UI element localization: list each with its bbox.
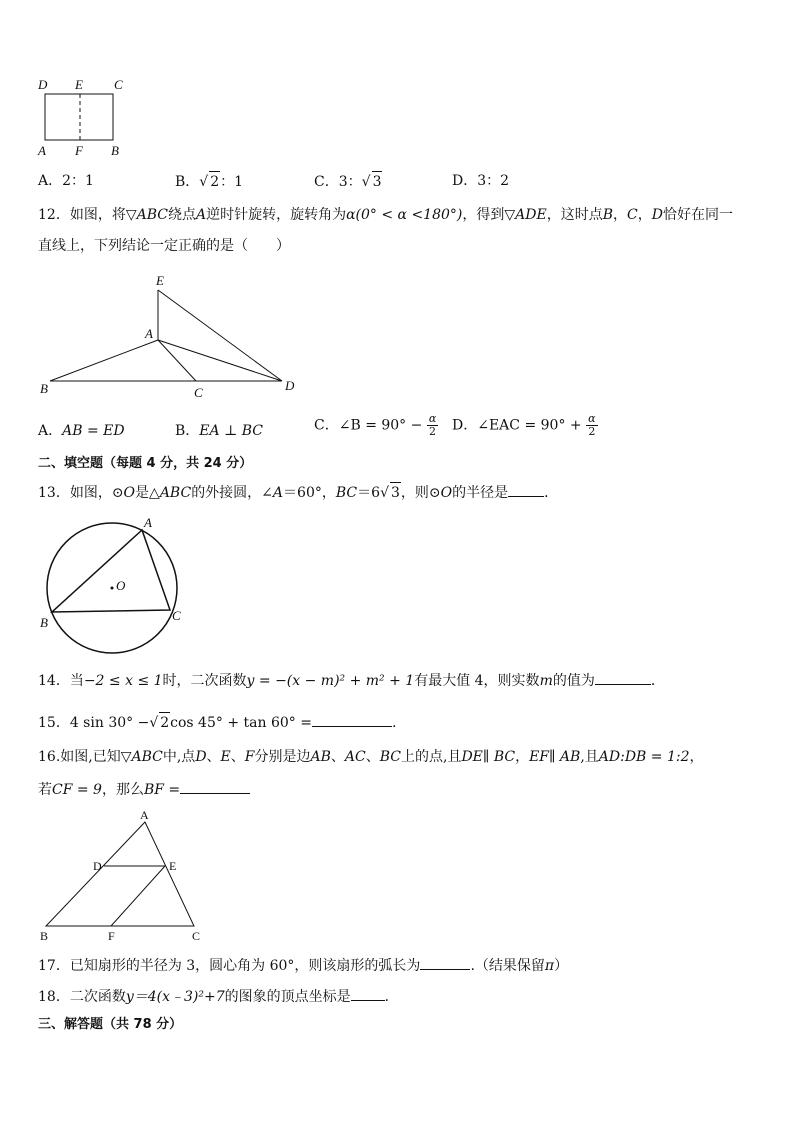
q17-text-a: 17．已知扇形的半径为 3，圆心角为 60°，则该扇形的弧长为 [38,958,421,974]
q12-point-d: D [651,207,663,223]
q18-stem [38,986,399,1007]
q18-text-a: 18．二次函数 [38,989,126,1005]
q16-cf: CF = 9 [52,782,102,798]
q12-text-d: ，得到 [462,207,505,223]
q18-text-b: 的图象的顶点坐标是 [224,989,351,1005]
q13-o-2: O [440,485,453,501]
q12-option-c-den: 2 [429,425,437,438]
q17-stem [38,955,568,976]
q11-option-c-pre: 3： [338,174,362,190]
q13-label-o: O [116,578,126,593]
q17-text-b: .（结果保留 [470,958,545,974]
q18-text-c: ． [384,989,399,1005]
q16-line1-segment: DE∥ BC [461,749,516,765]
q11-option-c-root: 3 [372,171,383,192]
q17-pi: π [544,958,555,974]
q14-text-b: 时，二次函数 [162,673,247,689]
q14-text-c: 有最大值 4，则实数 [414,673,540,689]
q12-option-a-label: A． [38,423,63,439]
q13-sqrt-sign: √ [380,485,389,501]
q14-text-a: 14．当 [38,673,84,689]
q14-condition: −2 ≤ x ≤ 1 [83,673,163,689]
q11-label-a: A [38,143,46,158]
q11-label-c: C [114,77,123,92]
q14-text-d: 的值为 [552,673,595,689]
q12-text-f: 恰好在同一 [662,207,733,223]
q11-label-d: D [38,77,48,92]
q13-text-a: 13．如图，⊙ [38,485,124,501]
q16-line1-segment: ， [689,749,704,765]
q12-triangle-abc: ▽ABC [125,207,168,223]
q14-text-e: ． [650,673,665,689]
q15-text-e: . [391,715,397,731]
q13-label-c: C [172,608,181,623]
q15-text-a: 15． [38,715,70,731]
q16-line1-segment: ， [515,749,530,765]
q16-label-d: D [93,859,102,873]
q14-function: y = −(x − m)² + m² + 1 [246,673,415,689]
q16-label-b: B [40,929,49,943]
q11-option-a-value: 2：1 [62,173,94,189]
q13-angle-a: A [272,485,284,501]
q12-option-d-den: 2 [588,425,596,438]
q16-bf: BF = [143,782,181,798]
q11-option-b-sqrt-sign: √ [199,174,209,190]
q12-stem-line2: 直线上，下列结论一定正确的是（ ） [38,238,290,254]
q12-label-e: E [156,273,164,288]
q16-text-b: ，那么 [101,782,144,798]
q16-label-f: F [108,929,115,943]
q12-label-c: C [194,385,203,400]
section-3-heading: 三、解答题（共 78 分） [38,1017,183,1032]
q16-line1-segment: F [244,749,255,765]
q11-option-b-root: 2 [209,171,220,192]
q16-line1-segment: 分别是边 [254,749,311,765]
q11-option-c-sqrt-sign: √ [361,174,371,190]
q13-label-b: B [40,615,48,630]
q12-text-e: ，这时点 [546,207,603,223]
q13-text-h: ． [544,485,559,501]
q12-label-b: B [40,381,48,396]
q16-label-c: C [192,929,201,943]
q13-text-c: 的外接圆，∠ [191,485,273,501]
q16-line1-segment: 、 [330,749,345,765]
q13-bc: BC [335,485,358,501]
q12-label-a: A [145,326,153,341]
q12-rotation-angle: α(0° < α <180°) [346,207,463,223]
q12-option-b-label: B． [175,423,200,439]
q15-expr-1: 4 sin 30° − [69,715,150,731]
q11-option-d-label: D． [452,173,478,189]
q16-line-ef [111,866,165,926]
q12-option-d-label: D． [452,417,478,434]
q11-label-b: B [111,143,119,158]
q15-root: 2 [159,712,170,733]
q16-line1-segment: 、 [230,749,245,765]
q12-text-b: 绕点 [167,207,196,223]
section-2-heading: 二、填空题（每题 4 分，共 24 分） [38,456,253,471]
q11-label-e: E [75,77,83,92]
q12-text-a: 12．如图，将 [38,207,126,223]
q12-option-c-value: ∠B = 90° − [338,417,423,434]
q16-triangle-abc [46,822,194,926]
q13-text-d: ＝60°， [283,485,336,501]
q16-line1-segment: ,且 [580,749,599,765]
q13-o-1: O [123,485,136,501]
q16-line1-segment: BC [379,749,401,765]
q16-text-a: 若 [38,782,52,798]
q17-answer-blank[interactable] [420,955,470,970]
q13-abc: ABC [159,485,192,501]
q12-option-b-value: EA ⊥ BC [199,423,263,439]
q12-sep-2: ， [637,207,652,223]
q16-label-e: E [169,859,177,873]
q13-text-e: ＝6 [357,485,381,501]
q16-line1-segment: 中,点 [162,749,196,765]
q11-label-f: F [75,143,83,158]
q12-point-c: C [627,207,638,223]
q11-option-b-label: B． [175,174,200,190]
q15-sqrt-sign: √ [149,715,159,731]
q16-line1-segment: 、 [206,749,221,765]
q12-option-d-num: α [588,412,596,425]
q12-option-c-label: C． [314,417,339,434]
q16-line1-segment: AC [344,749,366,765]
q12-sep-1: ， [613,207,627,223]
q13-root: 3 [390,482,401,503]
q16-line1-segment: EF∥ AB [529,749,581,765]
q12-option-d-value: ∠EAC = 90° + [477,417,582,434]
q16-line1-segment: AB [310,749,331,765]
q16-line1-segment: ▽ABC [120,749,163,765]
q16-line1-segment: AD:DB = 1:2 [598,749,690,765]
q15-expr-2: cos 45° + tan 60° = [170,715,312,731]
q13-label-a: A [144,515,152,530]
q13-text-b: 是△ [135,485,160,501]
q11-option-d-value: 3：2 [477,173,510,189]
q12-text-c: 逆时针旋转，旋转角为 [206,207,347,223]
q14-m: m [539,673,553,689]
q16-line1-segment: 、 [365,749,380,765]
q13-text-f: ，则⊙ [400,485,441,501]
q12-triangle-ade: ▽ADE [504,207,547,223]
q12-option-c-num: α [428,412,437,425]
q11-option-c-label: C． [314,174,339,190]
q18-answer-blank[interactable] [351,986,385,1001]
q12-option-a-value: AB = ED [62,423,125,439]
q11-option-b-rest: ：1 [220,174,244,190]
q17-text-c: ） [554,958,569,974]
q16-line1-segment: D [195,749,207,765]
q18-function: y＝4(x﹣3)²+7 [125,989,225,1005]
q16-line1-segment: 上的点,且 [401,749,462,765]
q12-label-d: D [285,378,295,393]
q12-point-a: A [195,207,207,223]
q16-label-a: A [140,808,149,822]
q12-point-b: B [602,207,613,223]
q16-line1-segment: 16.如图,已知 [38,749,121,765]
q11-option-a-label: A． [38,173,63,189]
q16-line1-segment: E [220,749,231,765]
q13-text-g: 的半径是 [452,485,509,501]
